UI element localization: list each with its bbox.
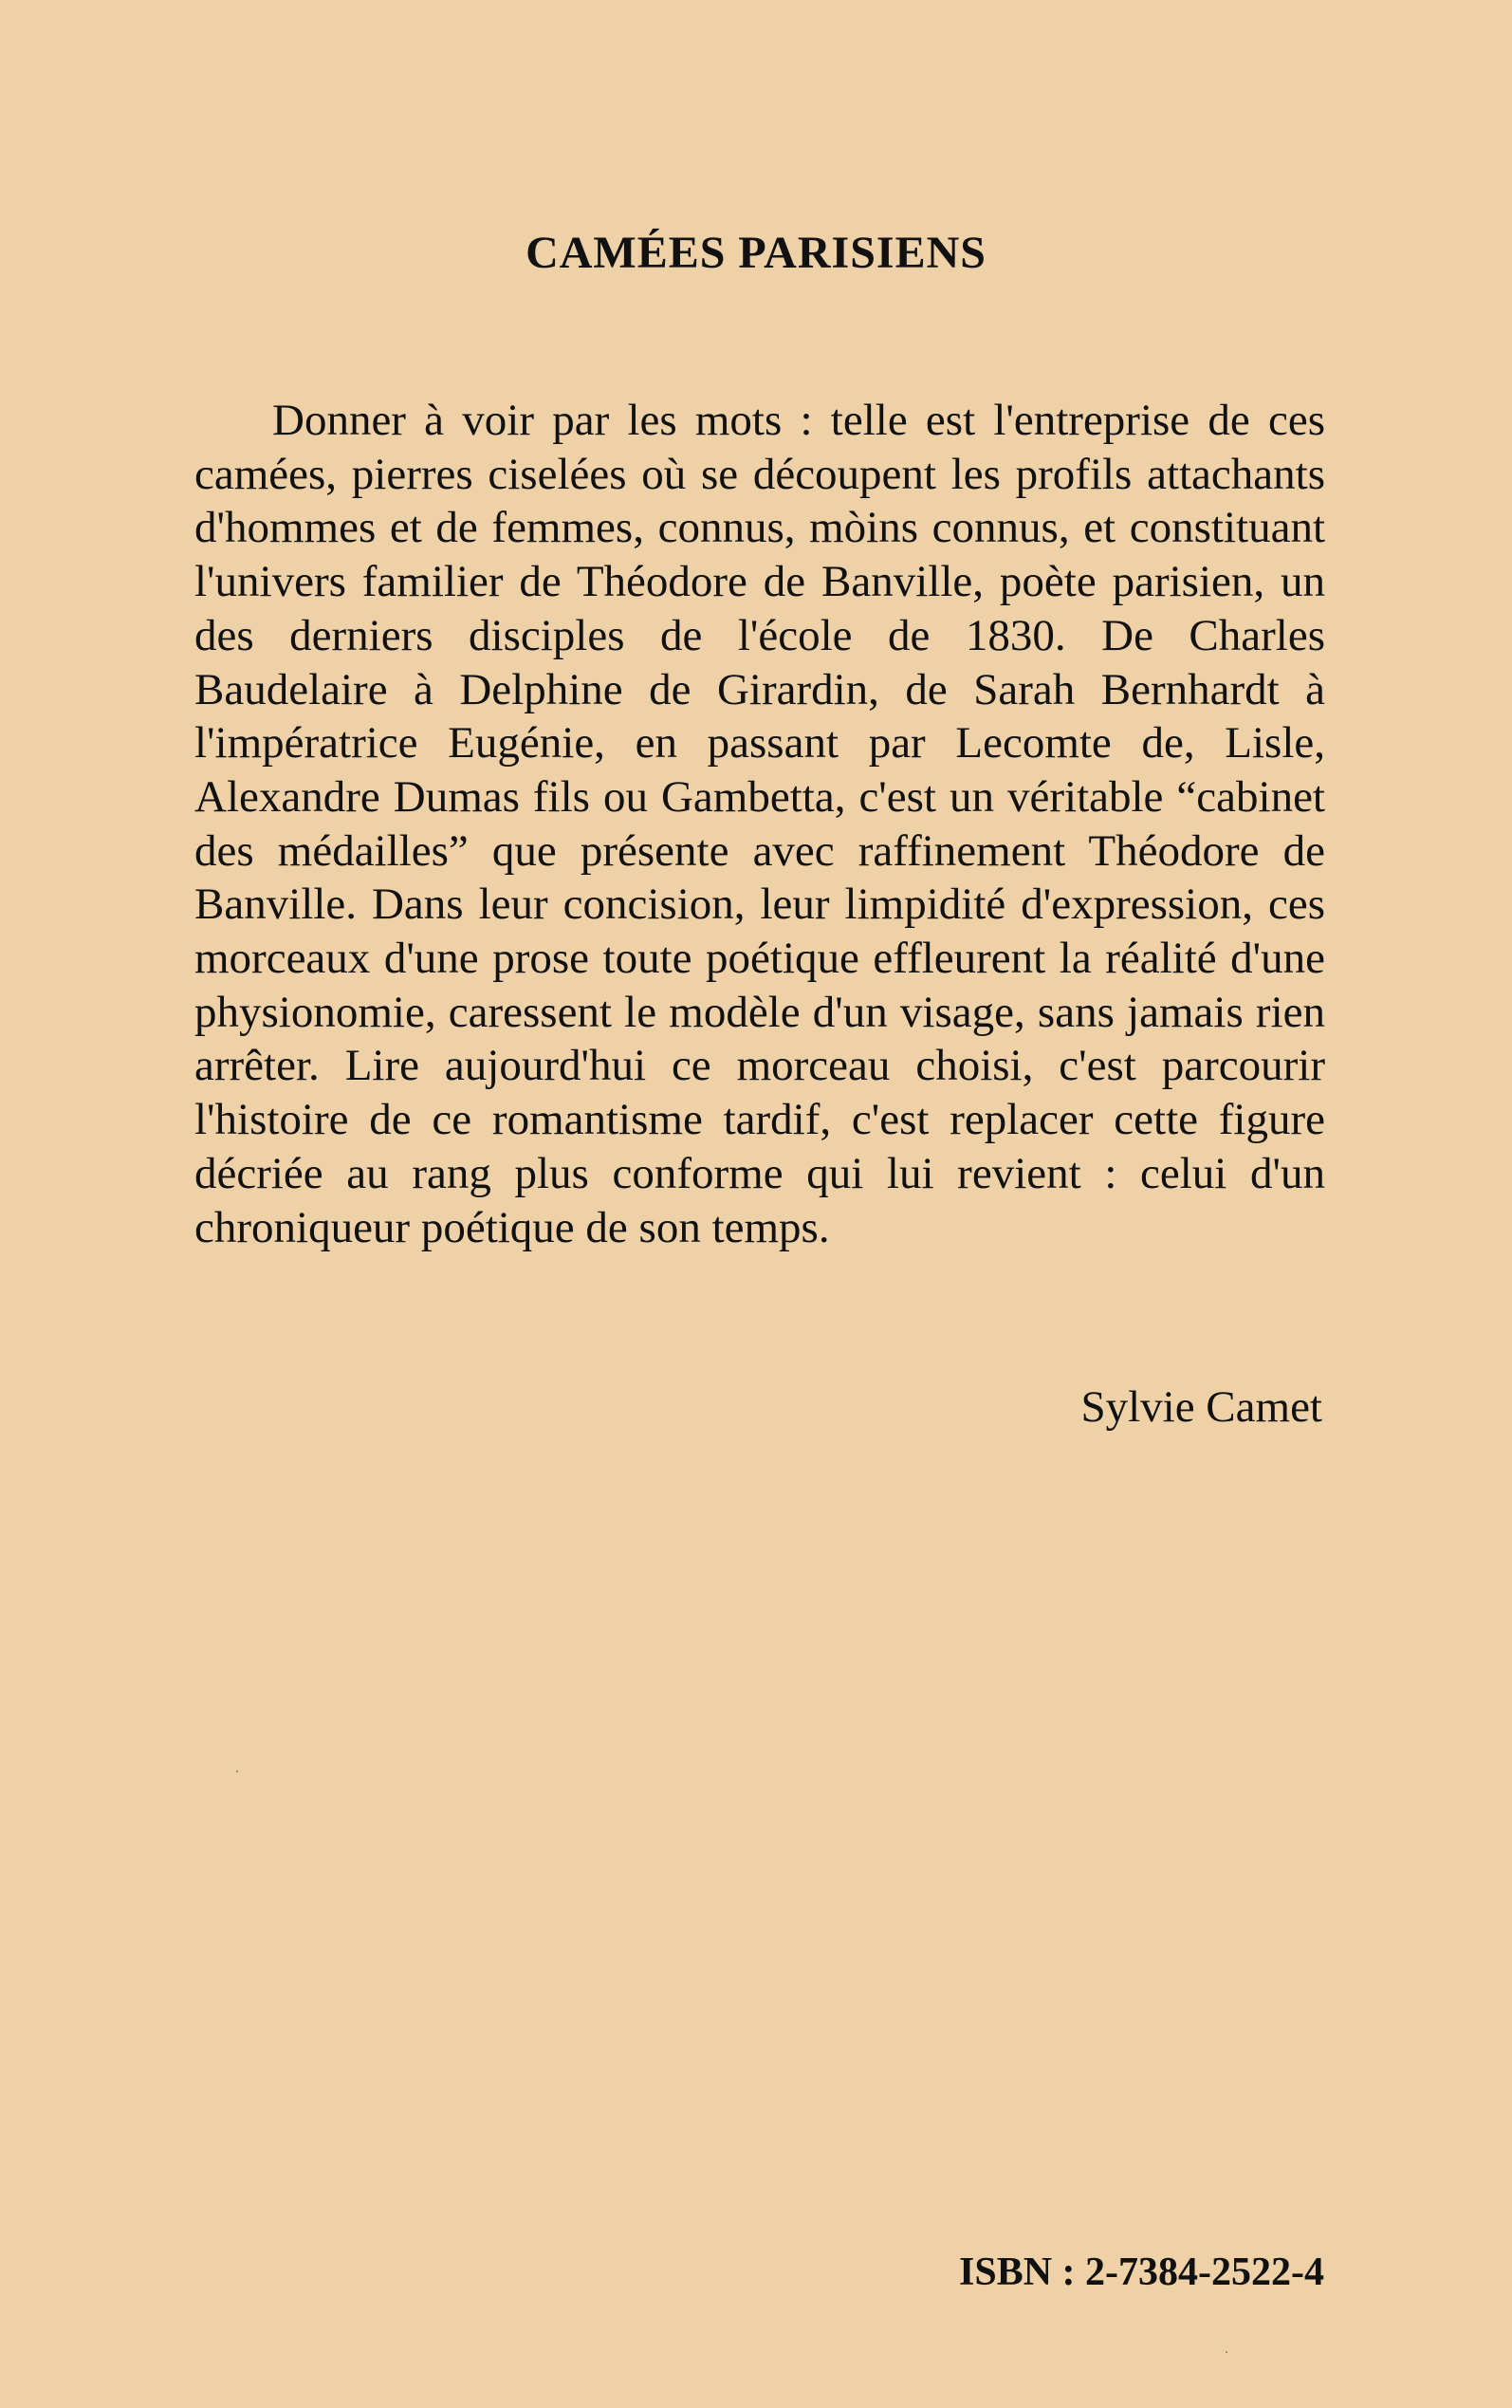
isbn-label: ISBN : 2-7384-2522-4 <box>959 2251 1324 2294</box>
author-signature: Sylvie Camet <box>1080 1382 1322 1432</box>
blurb-paragraph: Donner à voir par les mots : telle est l'entreprise de ces camées, pierres ciselées où se découpent les profils attachants d'hommes et de femmes, connus, mòins connus, et constituant l'univers familier de Théodore de Banville, poète parisien, un des derniers disciples de l'école de 1830. De Charles Baudelaire à Delphine de Girardin, de Sarah Bernhardt à l'impératrice Eugénie, en passant par Lecomte de, Lisle, Alexandre Dumas fils ou Gambetta, c'est un véritable “cabinet des médailles” que présente avec raffinement Théodore de Banville. Dans leur concision, leur limpidité d'expression, ces morceaux d'une prose toute poétique effleurent la réalité d'une physionomie, caressent le modèle d'un visage, sans jamais rien arrêter. Lire aujourd'hui ce morceau choisi, c'est parcourir l'histoire de ce romantisme tardif, c'est replacer cette figure décriée au rang plus conforme qui lui revient : celui d'un chroniqueur poétique de son temps. <box>194 396 1325 1252</box>
paper-speck <box>236 1770 238 1772</box>
book-title: CAMÉES PARISIENS <box>526 228 986 278</box>
paper-speck <box>1226 2351 1227 2353</box>
